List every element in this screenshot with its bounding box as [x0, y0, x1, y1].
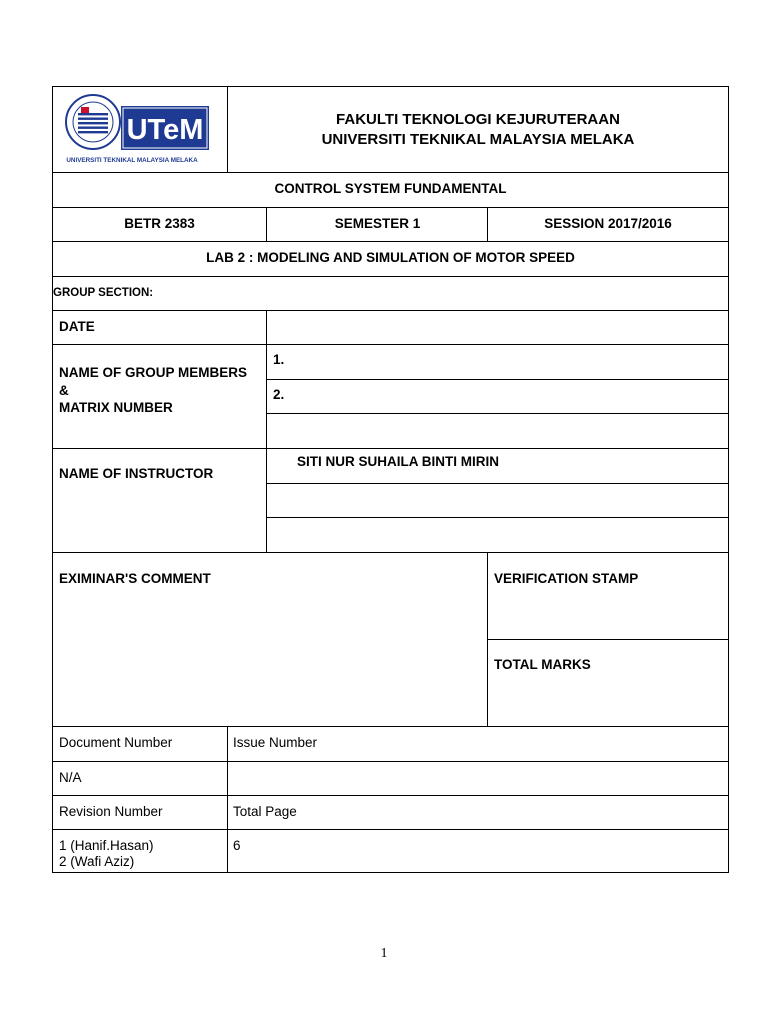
document-number-label: Document Number	[59, 735, 173, 750]
group-section-label: GROUP SECTION:	[53, 287, 154, 299]
university-name: UNIVERSITI TEKNIKAL MALAYSIA MELAKA	[321, 131, 635, 148]
divider	[227, 762, 228, 795]
institution-block	[228, 87, 728, 172]
page-number: 1	[380, 946, 388, 961]
instructor-name[interactable]: SITI NUR SUHAILA BINTI MIRIN	[297, 454, 499, 469]
revision-entry: 1 (Hanif.Hasan)	[59, 838, 154, 853]
lab-title: LAB 2 : MODELING AND SIMULATION OF MOTOR SPEED	[206, 250, 575, 265]
logo-cell	[53, 87, 227, 172]
doc-info-row	[52, 727, 729, 762]
divider	[267, 483, 728, 484]
group-members-row	[52, 345, 729, 449]
divider	[227, 796, 228, 829]
revision-number-label: Revision Number	[59, 804, 163, 819]
divider	[267, 517, 728, 518]
divider	[267, 379, 728, 380]
logo-wordmark: UTeM	[126, 114, 204, 146]
divider	[266, 311, 267, 344]
group-members-label	[59, 364, 247, 417]
group-section-row	[52, 277, 729, 311]
divider	[227, 727, 228, 761]
revision-entry: 2 (Wafi Aziz)	[59, 854, 135, 869]
lab-cover-form	[52, 86, 729, 873]
course-code: BETR 2383	[124, 216, 195, 231]
course-title: CONTROL SYSTEM FUNDAMENTAL	[274, 181, 507, 196]
examiner-comment-label: EXIMINAR'S COMMENT	[59, 571, 211, 586]
divider	[488, 639, 728, 640]
document-number-value: N/A	[59, 770, 82, 785]
doc-info-row	[52, 796, 729, 830]
instructor-label: NAME OF INSTRUCTOR	[59, 466, 214, 481]
instructor-row	[52, 449, 729, 553]
group-members-label-line: MATRIX NUMBER	[59, 400, 173, 415]
divider	[227, 830, 228, 872]
lab-title-row	[52, 242, 729, 277]
course-info-row	[52, 208, 729, 242]
group-members-label-line: NAME OF GROUP MEMBERS	[59, 365, 248, 380]
total-marks-label: TOTAL MARKS	[494, 657, 591, 672]
issue-number-label: Issue Number	[233, 735, 318, 750]
doc-info-row	[52, 762, 729, 796]
faculty-name: FAKULTI TEKNOLOGI KEJURUTERAAN	[336, 111, 620, 128]
utem-logo	[53, 87, 227, 173]
assessment-row	[52, 553, 729, 727]
date-row	[52, 311, 729, 345]
divider	[266, 345, 267, 448]
divider	[267, 413, 728, 414]
logo-caption: UNIVERSITI TEKNIKAL MALAYSIA MELAKA	[66, 157, 198, 164]
revision-number-value	[59, 838, 154, 870]
session: SESSION 2017/2016	[544, 216, 672, 231]
group-members-label-line: &	[59, 382, 69, 398]
semester: SEMESTER 1	[334, 216, 421, 231]
total-page-value: 6	[233, 838, 241, 853]
header-row	[52, 86, 729, 173]
course-title-row	[52, 173, 729, 208]
member-entry[interactable]: 1.	[273, 352, 285, 367]
doc-info-row	[52, 830, 729, 873]
member-entry[interactable]: 2.	[273, 387, 285, 402]
divider	[266, 449, 267, 552]
date-label: DATE	[59, 319, 95, 334]
total-page-label: Total Page	[233, 804, 297, 819]
verification-stamp-label: VERIFICATION STAMP	[494, 571, 639, 586]
